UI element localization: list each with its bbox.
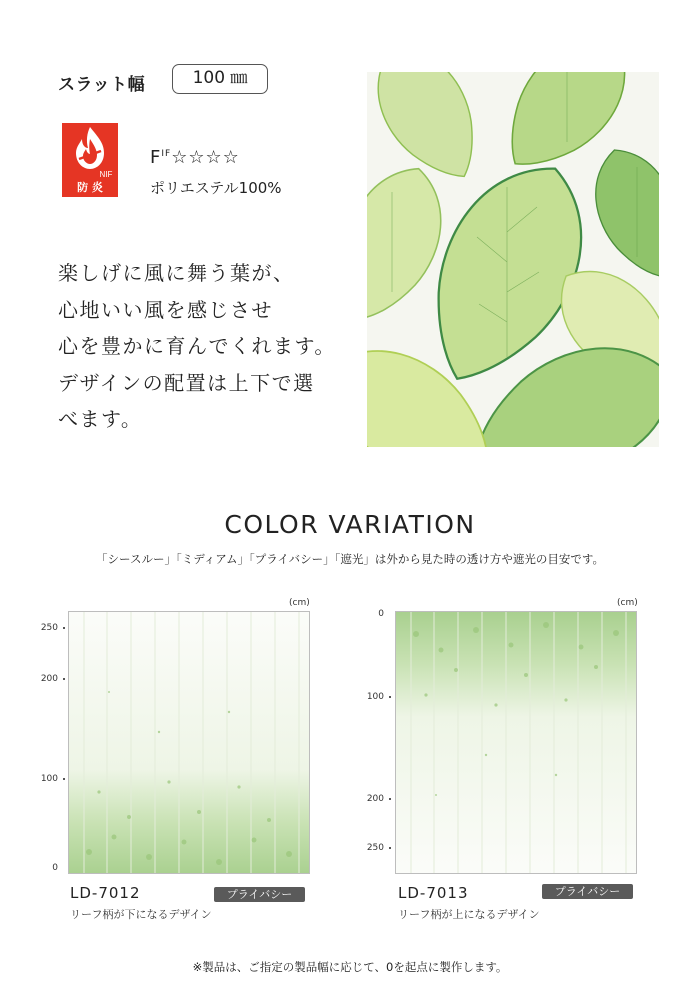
rating-base: F [150, 147, 162, 168]
fire-retardant-badge [62, 123, 118, 197]
color-variation-title: COLOR VARIATION [224, 510, 476, 539]
swatch-ld-7012 [68, 611, 310, 874]
opacity-badge: プライバシー [542, 884, 633, 899]
material-text: ポリエステル100% [150, 179, 282, 197]
leaf-pattern-image [367, 72, 659, 447]
axis-tick: 200 [40, 674, 58, 684]
formaldehyde-rating [150, 147, 240, 168]
swatch-ld-7013 [395, 611, 637, 874]
product-description [58, 255, 348, 438]
description-line: 心地いい風を感じさせ [58, 297, 273, 322]
description-line: デザインの配置は上下で選 [58, 370, 315, 395]
axis-tick: 0 [52, 863, 58, 873]
axis-tick: 100 [366, 692, 384, 702]
axis-tick: 0 [378, 609, 384, 619]
description-line: 楽しげに風に舞う葉が、 [58, 261, 295, 285]
unit-label: (cm) [289, 598, 310, 608]
fire-badge-label: 防 炎 [77, 181, 103, 194]
axis-tick: 250 [366, 843, 384, 853]
flame-icon [62, 123, 118, 197]
nif-mark-text: NIF [99, 170, 113, 179]
color-variation-note: 「シースルー」「ミディアム」「プライバシー」「遮光」は外から見た時の透け方や遮光の目安です。 [96, 552, 604, 566]
variant-caption: リーフ柄が上になるデザイン [398, 908, 540, 921]
axis-tick: 250 [40, 623, 58, 633]
opacity-badge: プライバシー [214, 887, 305, 902]
product-code: LD-7013 [398, 884, 469, 902]
axis-tick: 200 [366, 794, 384, 804]
slat-width-label: スラット幅 [58, 75, 146, 95]
rating-stars: ☆☆☆☆ [171, 147, 240, 168]
unit-label: (cm) [617, 598, 638, 608]
axis-tick: 100 [40, 774, 58, 784]
product-code: LD-7012 [70, 884, 141, 902]
description-line: べます。 [58, 407, 143, 431]
footnote: ※製品は、ご指定の製品幅に応じて、0を起点に製作します。 [192, 960, 508, 974]
rating-superscript: IF [161, 149, 172, 159]
variant-caption: リーフ柄が下になるデザイン [70, 908, 212, 921]
description-line: 心を豊かに育んでくれます。 [58, 334, 336, 358]
slat-width-value: 100 ㎜ [172, 64, 268, 94]
